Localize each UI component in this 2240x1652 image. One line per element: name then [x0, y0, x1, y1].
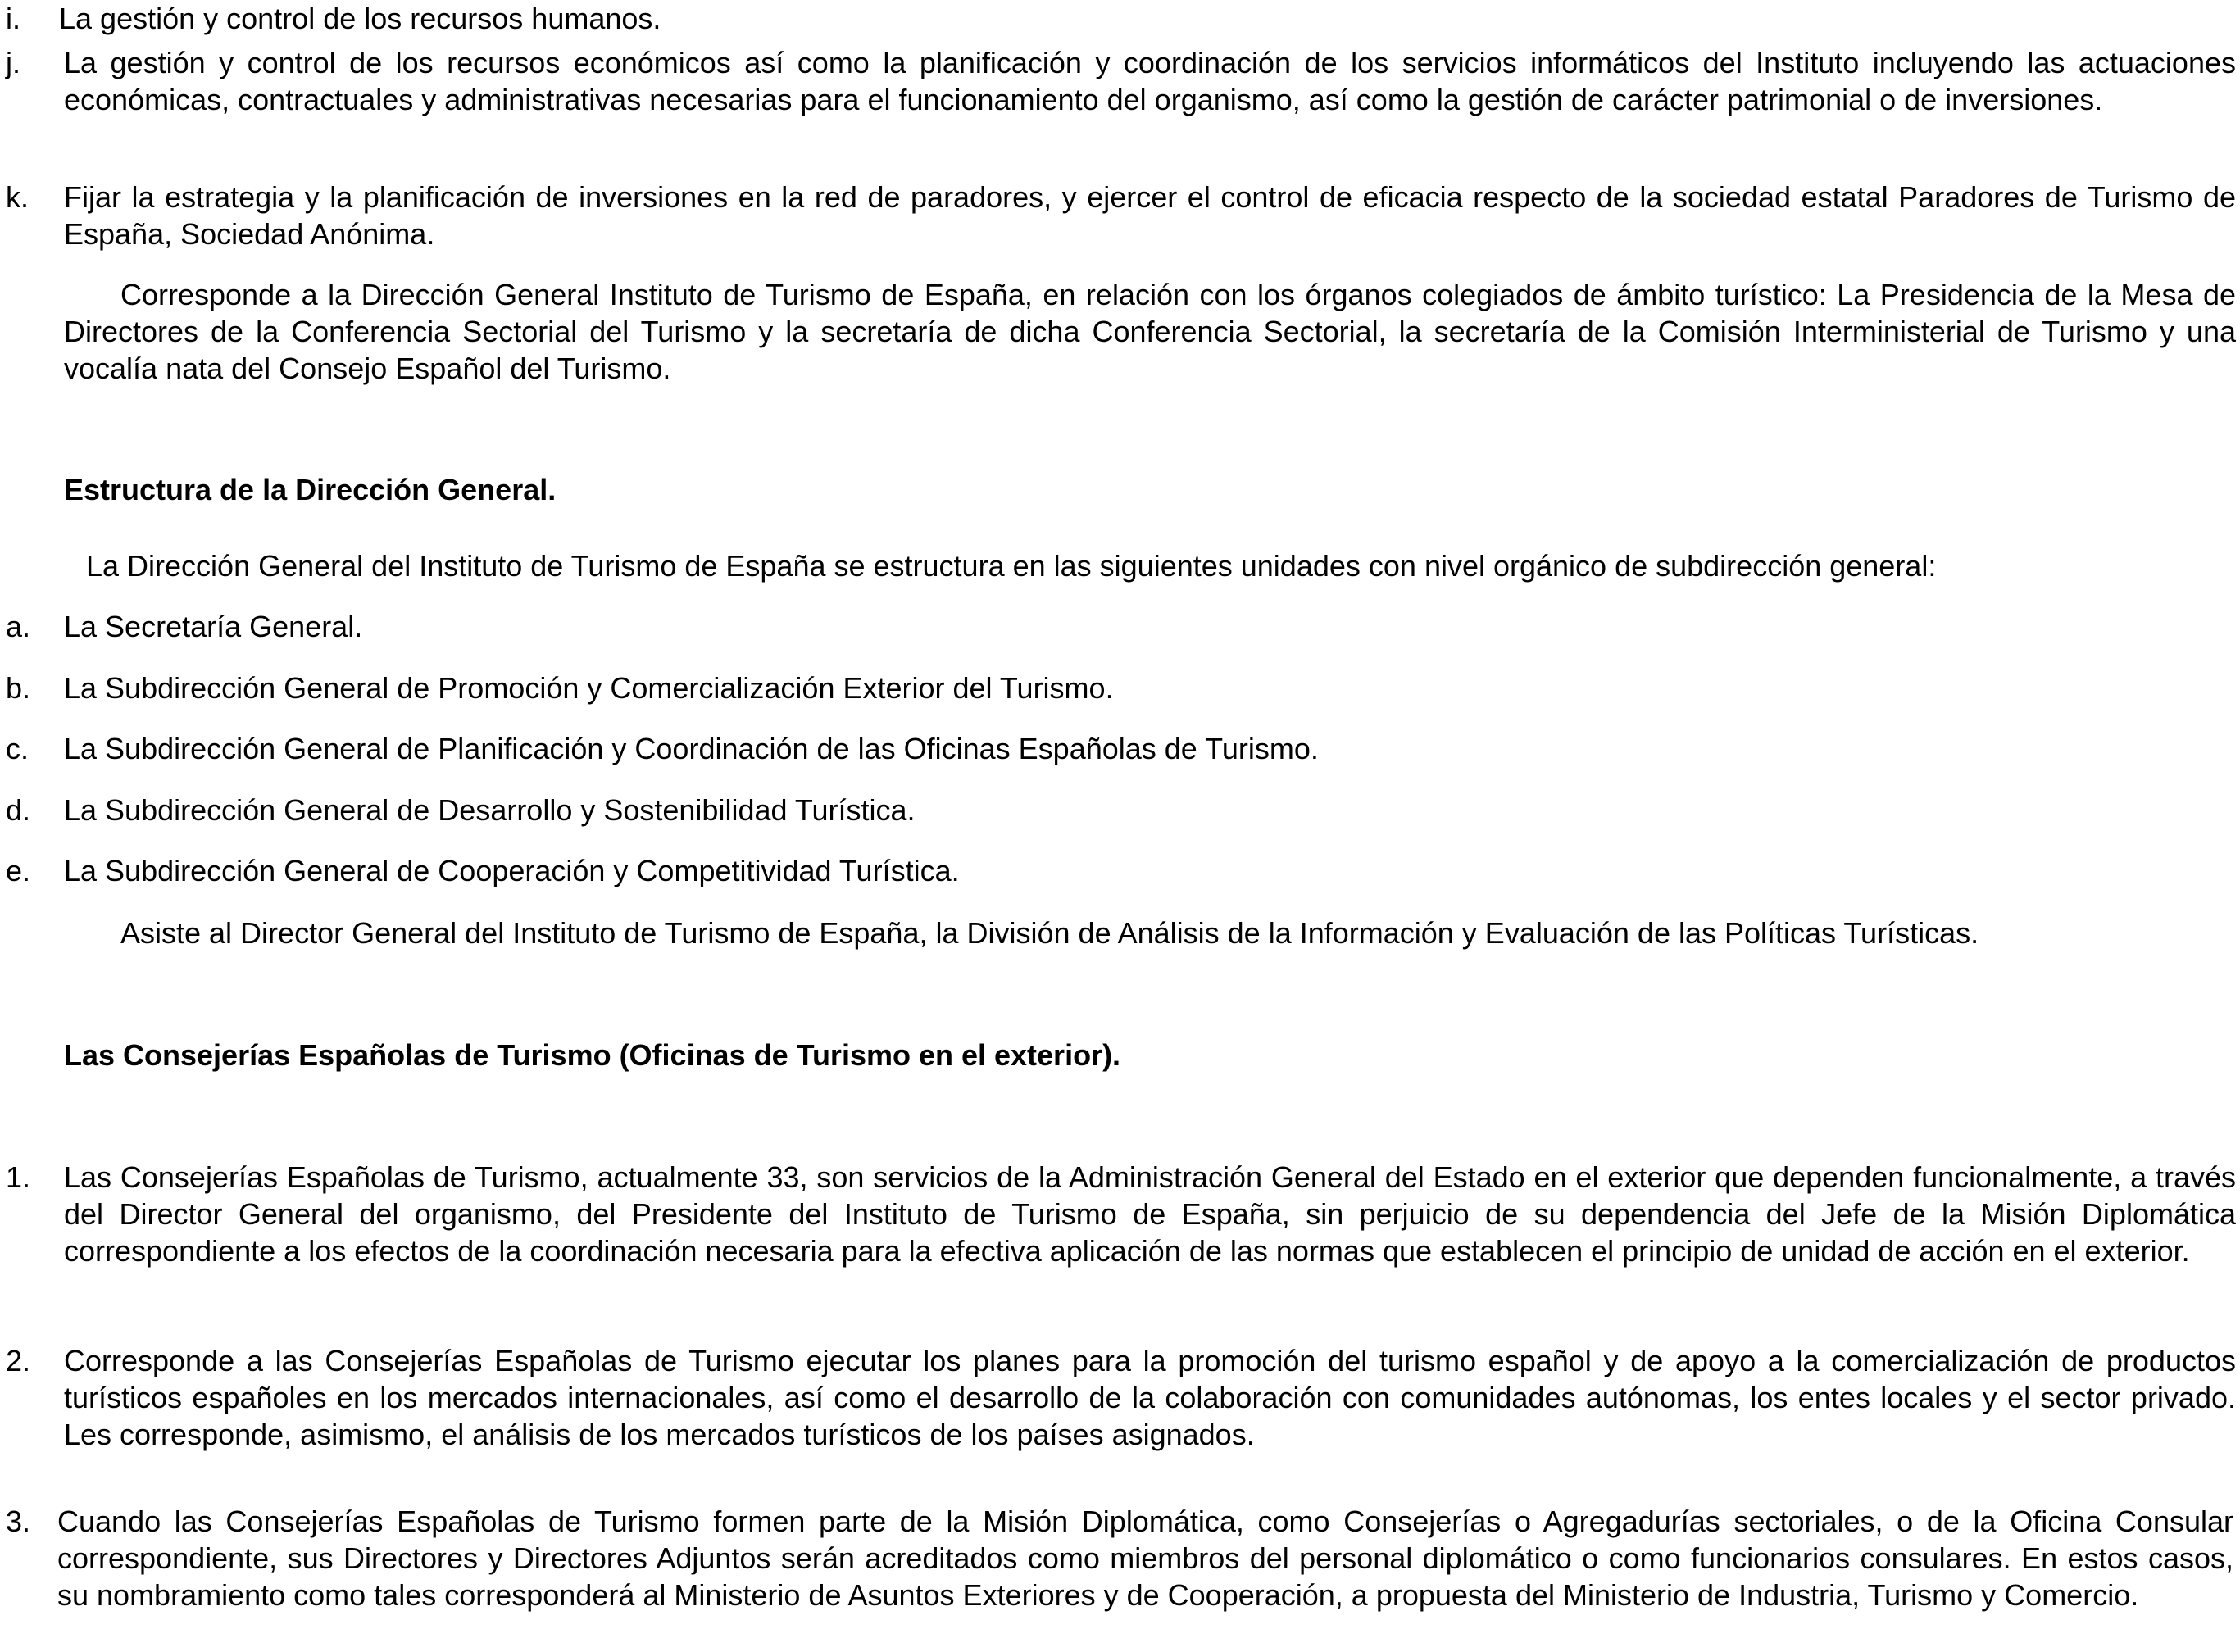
list-marker: c.	[6, 732, 30, 765]
paragraph-asiste: Asiste al Director General del Instituto de Turismo de España, la División de Análisis de la Información y Evaluación de las Políticas Turísticas.	[120, 916, 1979, 950]
list-marker: k.	[6, 180, 30, 214]
list-item-text: Corresponde a las Consejerías Españolas de Turismo ejecutar los planes para la promoción del turismo español y de apoyo a la comercialización de productos turísticos españoles en los mercados internacionales, así como el desarrollo de la colaboración con comunidades autónomas, los entes locales y el sector privado. Les corresponde, asimismo, el análisis de los mercados turísticos de los países asignados.	[64, 1344, 2236, 1451]
list-marker: a.	[6, 610, 31, 643]
list-marker: b.	[6, 671, 31, 705]
list-item-text: La Subdirección General de Planificación y Coordinación de las Oficinas Españolas de Turismo.	[64, 732, 1319, 765]
list-item-text: Fijar la estrategia y la planificación de inversiones en la red de paradores, y ejercer el control de eficacia respecto de la sociedad estatal Paradores de Turismo de España, Sociedad Anónima.	[64, 180, 2236, 251]
list-item-text: La Subdirección General de Promoción y Comercialización Exterior del Turismo.	[64, 671, 1114, 705]
section-heading-consejerias: Las Consejerías Españolas de Turismo (Oficinas de Turismo en el exterior).	[64, 1038, 1121, 1072]
list-item-text: Cuando las Consejerías Españolas de Turismo formen parte de la Misión Diplomática, como Consejerías o Agregadurías sectoriales, o de la Oficina Consular correspondiente, sus Directores y Directores Adjuntos serán acreditados como miembros del personal diplomático o como funcionarios consulares. En estos casos, su nombramiento como tales corresponderá al Ministerio de Asuntos Exteriores y de Cooperación, a propuesta del Ministerio de Industria, Turismo y Comercio.	[57, 1504, 2233, 1612]
paragraph-corresponde: Corresponde a la Dirección General Instituto de Turismo de España, en relación con los órganos colegiados de ámbito turístico: La Presidencia de la Mesa de Directores de la Conferencia Sectorial del Turismo y la secretaría de dicha Conferencia Sectorial, la secretaría de la Comisión Interministerial de Turismo y una vocalía nata del Consejo Español del Turismo.	[64, 278, 2236, 385]
list-marker: j.	[6, 46, 20, 79]
list-item-text: Las Consejerías Españolas de Turismo, actualmente 33, son servicios de la Administración General del Estado en el exterior que dependen funcionalmente, a través del Director General del organismo, del Presidente del Instituto de Turismo de España, sin perjuicio de su dependencia del Jefe de la Misión Diplomática correspondiente a los efectos de la coordinación necesaria para la efectiva aplicación de las normas que establecen el principio de unidad de acción en el exterior.	[64, 1160, 2236, 1268]
list-marker: i.	[6, 2, 20, 35]
list-item-text: La Subdirección General de Desarrollo y Sostenibilidad Turística.	[64, 793, 916, 827]
list-marker: e.	[6, 854, 31, 887]
list-item-text: La gestión y control de los recursos humanos.	[59, 2, 661, 35]
section-heading-estructura: Estructura de la Dirección General.	[64, 473, 557, 506]
list-marker: 1.	[6, 1160, 31, 1194]
list-item-text: La Subdirección General de Cooperación y Competitividad Turística.	[64, 854, 960, 887]
list-marker: 3.	[6, 1504, 31, 1538]
list-marker: d.	[6, 793, 31, 827]
paragraph-estructura: La Dirección General del Instituto de Turismo de España se estructura en las siguientes unidades con nivel orgánico de subdirección general:	[86, 549, 1937, 583]
list-marker: 2.	[6, 1344, 31, 1377]
list-item-text: La Secretaría General.	[64, 610, 363, 643]
list-item-text: La gestión y control de los recursos económicos así como la planificación y coordinación de los servicios informáticos del Instituto incluyendo las actuaciones económicas, contractuales y administrativas necesarias para el funcionamiento del organismo, así como la gestión de carácter patrimonial o de inversiones.	[64, 46, 2236, 116]
